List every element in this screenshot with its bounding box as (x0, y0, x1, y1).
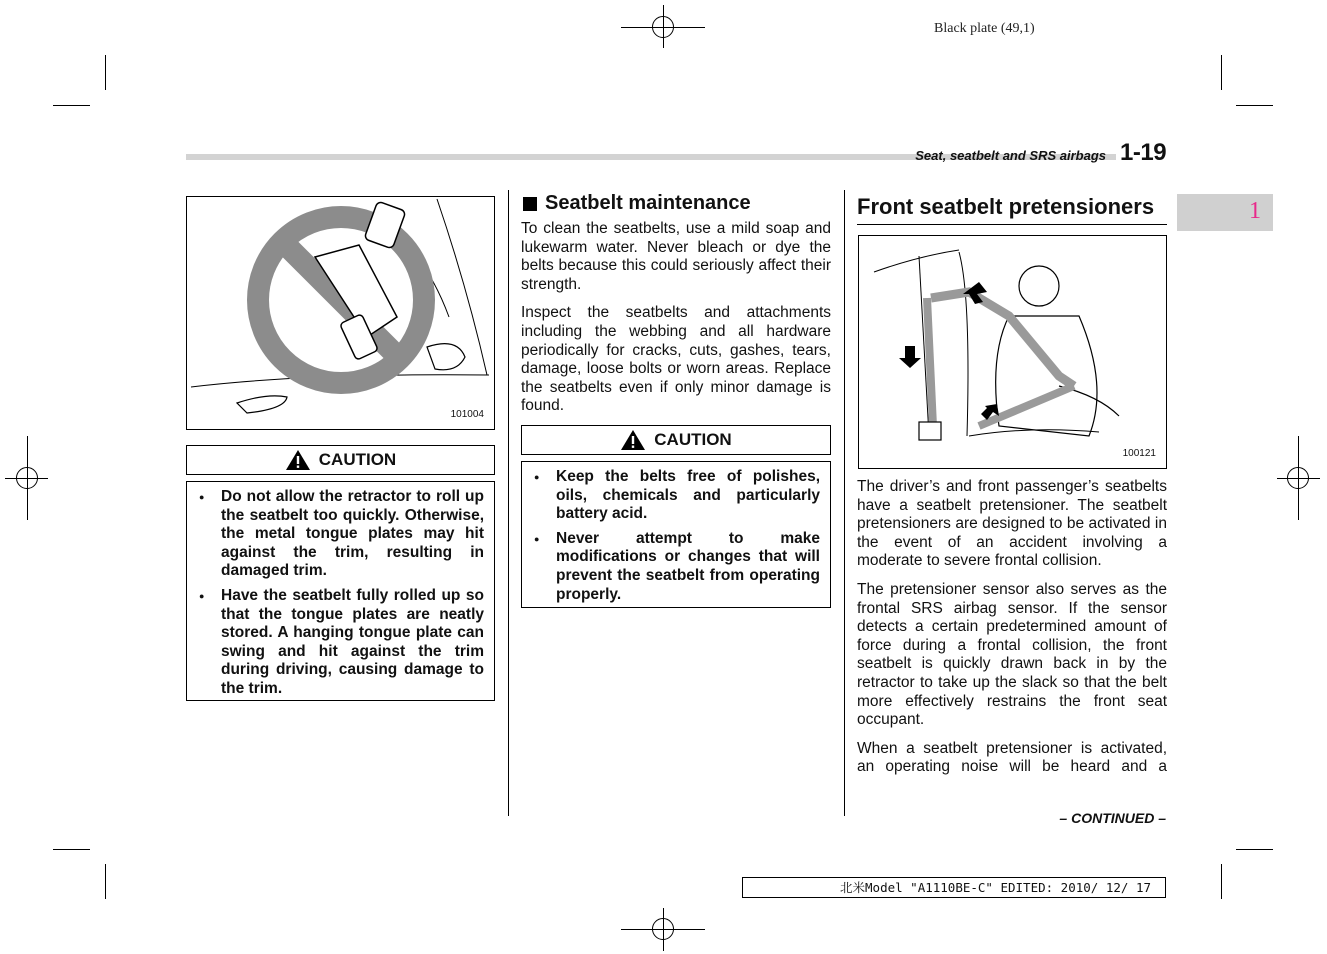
retractor-illustration (186, 196, 495, 430)
warning-icon (620, 429, 646, 451)
paragraph: The pretensioner sensor also serves as the frontal SRS airbag sensor. If the sensor detects a certain predetermined amount of force during a frontal collision, the front seatbelt is quickly drawn back in by the retractor to take up the slack so that the belt more effectively restrains the front seat occupant. (857, 580, 1167, 729)
caution-item: ● Have the seatbelt fully rolled up so that the tongue plates are neatly stored. A hanging tongue plate can swing and hit against the trim during driving, causing damage to the trim. (197, 587, 484, 699)
caution-item: ● Keep the belts free of polishes, oils, chemicals and particularly battery acid. (532, 468, 820, 524)
caution-box (186, 481, 495, 701)
prohibition-illustration (187, 197, 494, 429)
caution-header (521, 425, 831, 455)
column-divider (844, 190, 845, 816)
caution-header (186, 445, 495, 475)
edition-footer: 北米Model "A1110BE-C" EDITED: 2010/ 12/ 17 (742, 877, 1166, 898)
chapter-tab-number: 1 (1249, 198, 1261, 224)
pretensioner-illustration (858, 235, 1167, 469)
caution-item: ● Do not allow the retractor to roll up the seatbelt too quickly. Otherwise, the metal tongue plates may hit against the trim, resulting in damaged trim. (197, 488, 484, 581)
pretensioner-heading: Front seatbelt pretensioners (857, 194, 1167, 225)
figure-code: 100121 (1122, 448, 1156, 459)
paragraph: When a seatbelt pretensioner is activated, an operating noise will be heard and a (857, 739, 1167, 776)
plate-label: Black plate (49,1) (934, 21, 1035, 36)
seated-occupant-illustration (859, 236, 1166, 468)
section-heading (523, 192, 831, 215)
warning-icon (285, 449, 311, 471)
caution-item: ● Never attempt to make modifications or changes that will prevent the seatbelt from operating properly. (532, 530, 820, 604)
continued-label: – CONTINUED – (1059, 810, 1166, 826)
page-number: 1-19 (1120, 139, 1167, 166)
paragraph: The driver’s and front passenger’s seatbelts have a seatbelt pretensioner. The seatbelt pretensioners are designed to be activated in the event of an accident involving a moderate to severe frontal collision. (857, 478, 1167, 570)
pretensioner-text (857, 478, 1167, 777)
section-title: Seat, seatbelt and SRS airbags (915, 148, 1106, 163)
square-bullet-icon (523, 197, 537, 211)
figure-code: 101004 (450, 409, 484, 420)
caution-title: CAUTION (318, 450, 397, 469)
column-divider (508, 190, 509, 816)
maintenance-text (521, 220, 831, 416)
section-heading-text: Seatbelt maintenance (545, 192, 751, 214)
caution-title: CAUTION (654, 430, 732, 449)
caution-box (521, 461, 831, 608)
paragraph: To clean the seatbelts, use a mild soap and lukewarm water. Never bleach or dye the belts because this could seriously affect their strength. (521, 220, 831, 293)
paragraph: Inspect the seatbelts and attachments including the webbing and all hardware periodically for cracks, cuts, gashes, tears, damage, loose bolts or worn areas. Replace the seatbelts even if only minor damage is found. (521, 304, 831, 415)
